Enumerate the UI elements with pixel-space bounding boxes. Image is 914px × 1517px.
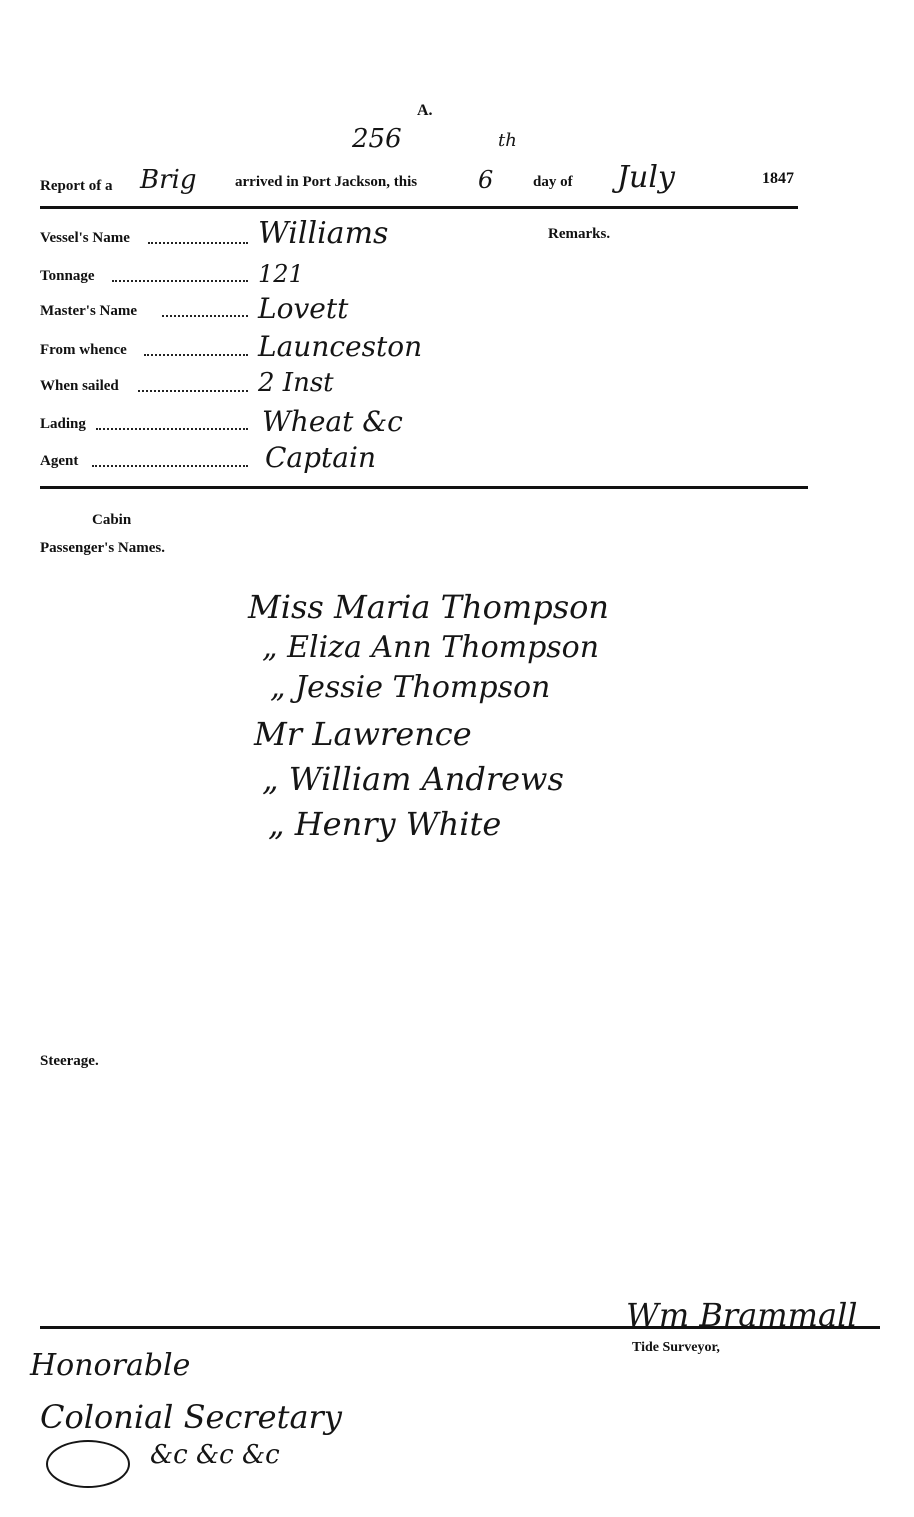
passenger-name: „ Henry White — [268, 805, 502, 843]
field-value-vessel-name: Williams — [258, 216, 389, 251]
field-value-lading: Wheat &c — [262, 405, 403, 438]
field-label-vessel-name: Vessel's Name — [40, 230, 130, 246]
field-value-when-sailed: 2 Inst — [258, 368, 334, 398]
arrival-year: 1847 — [762, 170, 794, 187]
leader-dots — [138, 390, 248, 392]
addressee-office: Colonial Secretary — [40, 1398, 342, 1436]
report-of-label: Report of a — [40, 178, 113, 194]
field-label-masters-name: Master's Name — [40, 303, 138, 319]
leader-dots — [96, 428, 248, 430]
passenger-name: „ Jessie Thompson — [270, 670, 551, 705]
remarks-label: Remarks. — [548, 226, 611, 242]
passenger-name: Mr Lawrence — [254, 715, 472, 753]
day-suffix: th — [498, 130, 517, 151]
field-value-tonnage: 121 — [258, 260, 304, 288]
tide-surveyor-signature: Wm Brammall — [626, 1296, 858, 1334]
field-label-lading: Lading — [40, 416, 86, 432]
leader-dots — [162, 315, 248, 317]
passenger-name: Miss Maria Thompson — [248, 588, 609, 626]
passenger-name: „ William Andrews — [262, 760, 564, 798]
leader-dots — [112, 280, 248, 282]
addressee-title: Honorable — [30, 1348, 191, 1383]
steerage-label: Steerage. — [40, 1053, 99, 1069]
arrived-label: arrived in Port Jackson, this — [235, 174, 418, 190]
field-value-masters-name: Lovett — [258, 292, 349, 325]
tide-surveyor-label: Tide Surveyor, — [632, 1340, 720, 1355]
field-label-from-whence: From whence — [40, 342, 127, 358]
header-rule — [40, 206, 798, 209]
field-label-when-sailed: When sailed — [40, 378, 119, 394]
field-label-tonnage: Tonnage — [40, 268, 95, 284]
vessel-type: Brig — [140, 165, 197, 195]
day-of-label: day of — [533, 174, 573, 190]
closing-flourish-oval — [46, 1440, 130, 1488]
field-value-agent: Captain — [265, 441, 376, 474]
arrival-month: July — [617, 160, 675, 195]
report-number: 256 — [352, 124, 402, 154]
field-label-agent: Agent — [40, 453, 79, 469]
leader-dots — [144, 354, 248, 356]
passenger-name: „ Eliza Ann Thompson — [262, 630, 600, 665]
leader-dots — [92, 465, 248, 467]
cabin-label: Cabin — [92, 512, 132, 528]
passengers-names-label: Passenger's Names. — [40, 540, 165, 556]
closing-flourish: &c &c &c — [150, 1440, 280, 1470]
form-letter: A. — [417, 102, 433, 119]
field-value-from-whence: Launceston — [258, 330, 423, 363]
arrival-day: 6 — [478, 166, 494, 194]
leader-dots — [148, 242, 248, 244]
fields-rule — [40, 486, 808, 489]
